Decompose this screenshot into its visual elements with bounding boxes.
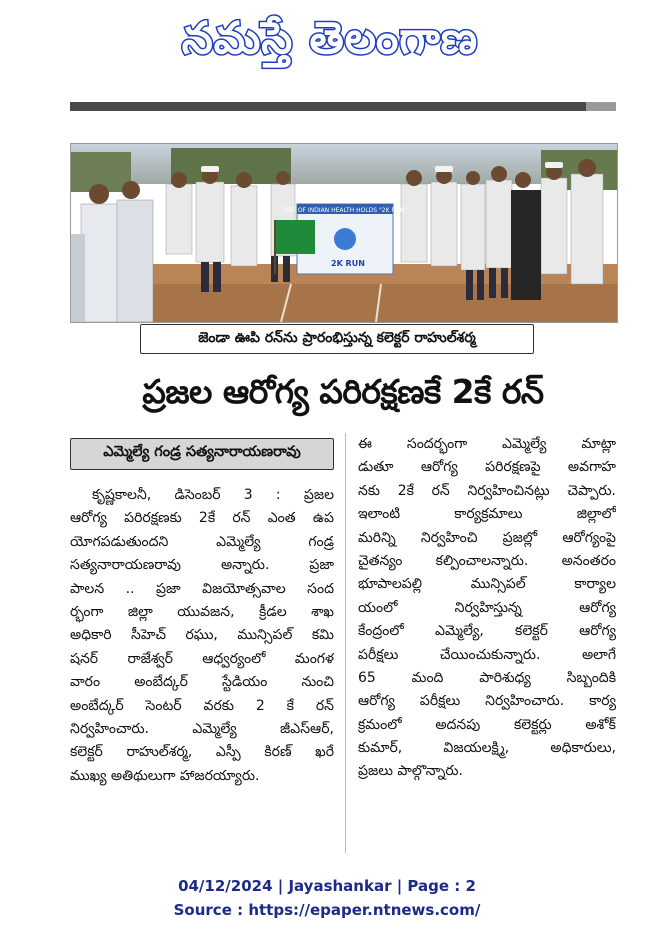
article-line: కుమార్‌, విజయలక్ష్మి, అధికారులు,	[358, 740, 616, 757]
article-line: ర్భంగా జిల్లా యువజన, క్రీడల శాఖ	[70, 603, 334, 620]
banner-2k-run: 2K RUN	[331, 259, 365, 268]
article-line: భూపాలపల్లి మున్సిపల్‌ కార్యాల	[358, 576, 616, 593]
photo-caption: జెండా ఊపి రన్‌ను ప్రారంభిస్తున్న కలెక్టర్‌ రాహుల్‌శర్మ	[140, 324, 534, 354]
source-link[interactable]: Source : https://epaper.ntnews.com/	[173, 901, 481, 919]
article-line: పరీక్షలు చేయించుకున్నారు. అలాగే	[358, 646, 616, 663]
column-divider	[345, 433, 346, 853]
article-line: వారం అంబేద్కర్‌ స్టేడియం నుంచి	[70, 674, 334, 691]
article-line: యంలో నిర్వహిస్తున్న ఆరోగ్య	[358, 599, 616, 616]
article-line: షనర్‌ రాజేశ్వర్‌ ఆధ్వర్యంలో మంగళ	[70, 650, 334, 667]
article-line: డుతూ ఆరోగ్య పరిరక్షణపై అవగాహ	[358, 459, 616, 476]
article-line: 65 మంది పారిశుధ్య సిబ్బందికి	[358, 669, 616, 686]
article-column-left	[70, 484, 334, 788]
masthead-logo	[100, 6, 560, 82]
article-column-right	[358, 433, 616, 784]
banner-title: FIRE OF INDIAN HEALTH HOLDS "2K RUN"	[282, 207, 408, 214]
article-line: సత్యనారాయణరావు అన్నారు. ప్రజా	[70, 557, 334, 574]
article-line: కేంద్రంలో ఎమ్మెల్యే, కలెక్టర్‌ ఆరోగ్య	[358, 623, 616, 640]
article-headline: ప్రజల ఆరోగ్య పరిరక్షణకే 2కే రన్‌	[142, 372, 544, 411]
article-line: పాలన .. ప్రజా విజయోత్సవాల సంద	[70, 580, 334, 597]
article-line: ముఖ్య అతిథులుగా హాజరయ్యారు.	[70, 767, 260, 784]
article-line: యోగపడుతుందని ఎమ్మెల్యే గండ్ర	[70, 533, 334, 550]
article-line: నిర్వహించారు. ఎమ్మెల్యే జీఎస్‌ఆర్‌,	[70, 720, 334, 737]
article-line: క్రమంలో అదనపు కలెక్టర్లు అశోక్‌	[358, 716, 616, 733]
article-line: ప్రజలు పాల్గొన్నారు.	[358, 763, 463, 780]
edition-info: 04/12/2024 | Jayashankar | Page : 2	[178, 877, 476, 895]
event-photo	[70, 143, 618, 323]
masthead-divider	[70, 102, 616, 111]
article-line: అధికారి సీహెచ్‌ రఘు, మున్సిపల్‌ కమి	[70, 627, 334, 644]
article-line: ఈ సందర్భంగా ఎమ్మెల్యే మాట్లా	[358, 436, 616, 452]
article-line: ఇలాంటి కార్యక్రమాలు జిల్లాలో	[358, 506, 616, 523]
article-line: కృష్ణకాలనీ, డిసెంబర్‌ 3 : ప్రజల	[92, 487, 334, 503]
article-line: అంబేద్కర్‌ సెంటర్‌ వరకు 2 కే రన్‌	[70, 697, 334, 714]
article-line: కలెక్టర్‌ రాహుల్‌శర్మ, ఎస్పీ కిరణ్‌ ఖరే	[70, 744, 334, 761]
article-line: నకు 2కే రన్‌ నిర్వహించినట్లు చెప్పారు.	[358, 482, 616, 499]
masthead-title: నమస్తే తెలంగాణ	[181, 13, 479, 64]
article-line: ఆరోగ్య పరిరక్షణకు 2కే రన్‌ ఎంత ఉప	[70, 510, 334, 527]
article-line: ఆరోగ్య పరీక్షలు నిర్వహించారు. కార్య	[358, 693, 616, 710]
article-subheading: ఎమ్మెల్యే గండ్ర సత్యనారాయణరావు	[70, 438, 334, 470]
article-line: మరిన్ని నిర్వహించి ప్రజల్లో ఆరోగ్యంపై	[358, 529, 616, 546]
article-line: చైతన్యం కల్పించాలన్నారు. అనంతరం	[358, 552, 616, 569]
